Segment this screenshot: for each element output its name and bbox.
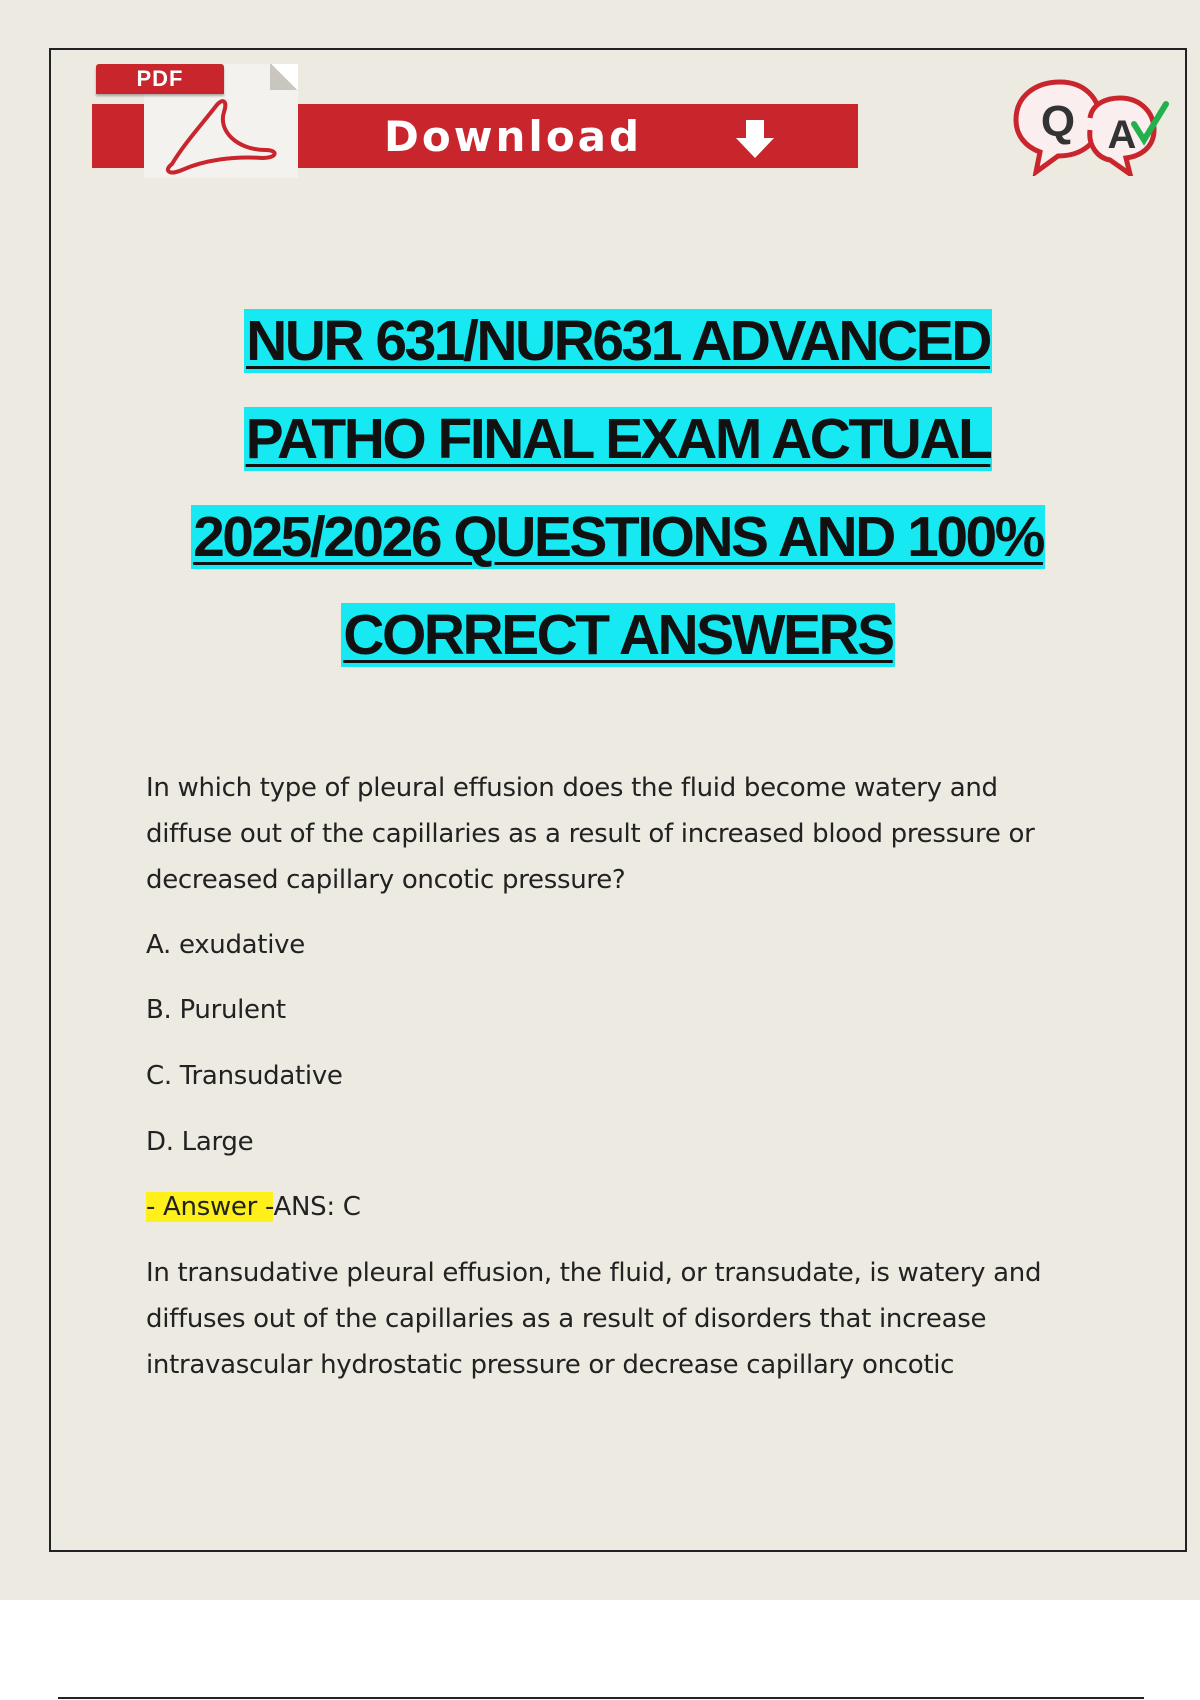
option-a: A. exudative [146, 930, 305, 960]
question-text: In which type of pleural effusion does the fluid become watery and diffuse out of the capillaries as a result of increased blood pressure or decreased capillary oncotic pressure? [146, 773, 1035, 895]
download-banner[interactable] [92, 58, 862, 178]
title-line: NUR 631/NUR631 ADVANCED [246, 309, 990, 373]
title-line: 2025/2026 QUESTIONS AND 100% [193, 505, 1043, 569]
answer-line [146, 1184, 1086, 1230]
option-b: B. Purulent [146, 995, 286, 1025]
down-arrow-icon[interactable] [732, 116, 778, 162]
answer-value: ANS: C [273, 1192, 361, 1222]
option-d: D. Large [146, 1127, 254, 1157]
acrobat-icon [154, 94, 284, 176]
qa-logo [1006, 78, 1170, 176]
title-line: PATHO FINAL EXAM ACTUAL [245, 407, 991, 471]
page-fold-icon [270, 64, 298, 90]
document-title [100, 292, 1136, 684]
bottom-divider [58, 1697, 1144, 1699]
logo-a-letter: A [1107, 113, 1137, 157]
pdf-tag: PDF [96, 64, 224, 94]
answer-label: - Answer - [146, 1192, 274, 1222]
logo-q-letter: Q [1040, 97, 1076, 146]
option-c: C. Transudative [146, 1061, 343, 1091]
answer-explanation: In transudative pleural effusion, the fluid, or transudate, is watery and diffuses out of the capillaries as a result of disorders that increase intravascular hydrostatic pressure or decrease capillary oncotic [146, 1258, 1042, 1380]
title-line: CORRECT ANSWERS [343, 603, 893, 667]
download-label[interactable]: Download [384, 111, 643, 161]
